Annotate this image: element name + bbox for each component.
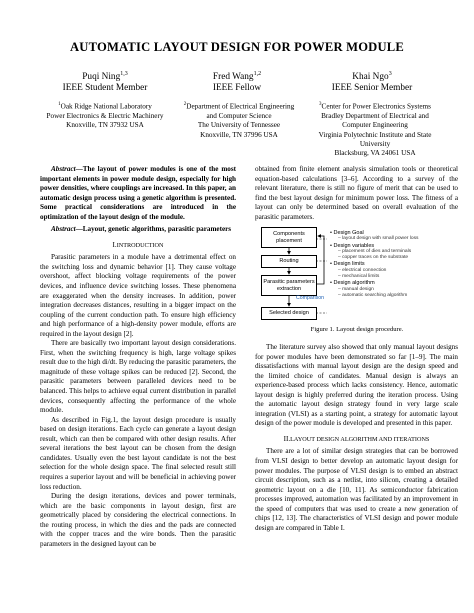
abstract-text: —The layout of power modules is one of the most important elements in power module design, especially for high power densities, where couplings are increased. In this paper, an automatic design process using a genetic algorithm is presented. Some practical considerations are introduced in the optimization of the layout design of the module.	[40, 165, 236, 221]
figure-box-placement: Components placement	[261, 227, 317, 248]
affil-3-line-2: Bradley Department of Electrical and	[321, 111, 429, 120]
affil-3-line-3: Computer Engineering	[342, 121, 408, 130]
affil-3-sup: 3	[319, 102, 322, 107]
abstract	[40, 165, 236, 222]
affil-2-line-3: The University of Tennessee	[197, 121, 281, 130]
list-design-algorithm: Design algorithm	[333, 280, 375, 287]
author-3-sup: 3	[388, 71, 392, 77]
affil-3-line-1: Center for Power Electronics Systems	[321, 102, 431, 111]
affil-2-line-4: Knoxville, TN 37996 USA	[200, 130, 278, 139]
author-3-role: IEEE Senior Member	[331, 83, 413, 94]
list-design-limits: Design limits	[333, 261, 365, 268]
section-1-paragraph-1: Parasitic parameters in a module have a detrimental effect on the switching loss and dynamic behavior [1]. They cause voltage overshoot, affect blocking voltage requirements of the power devices, and influence device switching losses. These phenomena are exaggerated when the density increases. In addition, power integration decreases distances, resulting in a bigger impact on the coupling of the current conduction path. To ensure high efficiency and high performance of a high-density power module, efforts are required in the layout design [2].	[40, 253, 236, 338]
keywords-label: Abstract	[51, 225, 76, 234]
affil-2-line-2: and Computer Science	[206, 111, 272, 120]
author-2	[172, 69, 302, 94]
affil-2-line-1: Department of Electrical Engineering	[186, 102, 295, 111]
keywords-text: —Layout, genetic algorithms, parasitic parameters	[75, 225, 232, 234]
author-3-affiliation	[300, 100, 450, 159]
abstract-label: Abstract	[51, 165, 76, 173]
figure-box-extraction: Parasitic parameters extraction	[261, 275, 317, 296]
author-1	[40, 69, 170, 94]
figure-box-selected: Selected design	[261, 307, 317, 320]
affil-1-line-1: Oak Ridge National Laboratory	[60, 102, 152, 111]
author-1-name: Puqi Ning	[82, 72, 121, 83]
author-3	[307, 69, 437, 94]
section-1-paragraph-3: As described in Fig.1, the layout design procedure is usually based on design iterations. Each cycle can generate a layout design result, which can then be compared with other design results. After several iterations the best layout can be chosen from the design candidates. Usually even the best layout candidate is not the best selection for the whole design space. The final selected result still requires a superior layout and will be beneficial in achieving power loss reduction.	[40, 415, 236, 491]
affil-2-sup: 2	[183, 102, 187, 107]
section-2-heading: II.LAYOUT DESIGN ALGORITHM AND ITERATIONS	[283, 434, 430, 443]
affil-3-line-5: University	[359, 140, 391, 149]
affil-1-sup: 1	[58, 102, 61, 107]
affil-1-line-3: Knoxville, TN 37932 USA	[66, 121, 144, 130]
author-2-role: IEEE Fellow	[212, 83, 262, 94]
figure-design-list: • Design Goal – layout design with small power loss • Design variables – placement of dies and terminals – copper traces on the substrate • Design limits – electrical connection – mechanical limits • Design algorithm – manual design – automatic searching algorithm	[330, 230, 419, 298]
author-2-affiliation	[168, 100, 310, 140]
figure-1	[252, 226, 462, 326]
author-3-name: Khai Ngo	[352, 72, 389, 83]
right-column-top	[255, 165, 458, 222]
affil-3-line-4: Virginia Polytechnic Institute and State	[318, 130, 432, 139]
figure-comparison-label: Comparison	[296, 295, 324, 301]
section-1-paragraph-2: There are basically two important layout design considerations. First, when the switching frequency is high, large voltage spikes result due to the high di/dt. By reducing the parasitic parameters, the magnitude of these voltage spikes can be reduced [2]. Second, the parasitic parameters between paralleled devices need to be balanced. This helps to achieve equal current distribution in parallel devices, consequently affecting the performance of the whole module.	[40, 339, 236, 415]
right-column-paragraph-2: The literature survey also showed that only manual layout designs for power modules have been demonstrated so far [1–9]. The main dissatisfactions with manual layout design are the design speed and the limited choice of candidates. Manual design is always an experience-based process which lacks consistency. Hence, automatic layout design is highly preferred during the iteration process. Using the automatic layout design strategy found in very large scale integration (VLSI) as a starting point, a strategy for automatic layout design of the power module is developed and presented in this paper.	[255, 343, 458, 428]
author-1-role: IEEE Student Member	[62, 83, 148, 94]
right-column-paragraph-1: obtained from finite element analysis simulation tools or theoretical equation-based calculations [3–6]. According to a survey of the relevant literature, there is still no figure of merit that can be used to find the best layout design for minimum power loss. The fitness of a layout can only be determined based on overall evaluation of the parasitic parameters.	[255, 165, 458, 221]
left-column	[40, 165, 236, 549]
section-1-heading: I.INTRODUCTION	[112, 240, 164, 249]
figure-1-caption: Figure 1. Layout design procedure.	[310, 326, 404, 333]
affil-3-line-6: Blacksburg, VA 24061 USA	[334, 149, 416, 158]
section-1-paragraph-4: During the design iterations, devices and power terminals, which are the basic components in layout design, first are geometrically placed by considering the electrical connections. In the routing process, in which the dies and the pads are connected with the copper traces and the wire bonds. Then the parasitic parameters in the designed layout can be	[40, 492, 236, 548]
right-column-bottom	[255, 343, 458, 533]
author-1-sup: 1,3	[120, 71, 128, 77]
paper-title: AUTOMATIC LAYOUT DESIGN FOR POWER MODULE	[70, 40, 404, 54]
keywords	[40, 225, 236, 235]
figure-box-routing: Routing	[261, 255, 317, 268]
affil-1-line-2: Power Electronics & Electric Machinery	[46, 111, 164, 120]
list-design-variables: Design variables	[333, 242, 375, 249]
section-2-paragraph-1: There are a lot of similar design strategies that can be borrowed from VLSI design to better develop an automatic layout design for power modules. The purpose of VLSI design is to embed an abstract circuit description, such as a netlist, into silicon, creating a detailed geometric layout on a die [10, 11]. As semiconductor fabrication processes improved, automation was facilitated by an improvement in the speed of computers that was used to create a new generation of chips [12, 13]. The characteristics of VLSI design and power module design are compared in Table I.	[255, 447, 458, 532]
author-2-name: Fred Wang	[212, 72, 254, 83]
author-1-affiliation	[30, 100, 180, 131]
author-2-sup: 1,2	[253, 71, 262, 77]
list-design-goal: Design Goal	[333, 230, 364, 236]
